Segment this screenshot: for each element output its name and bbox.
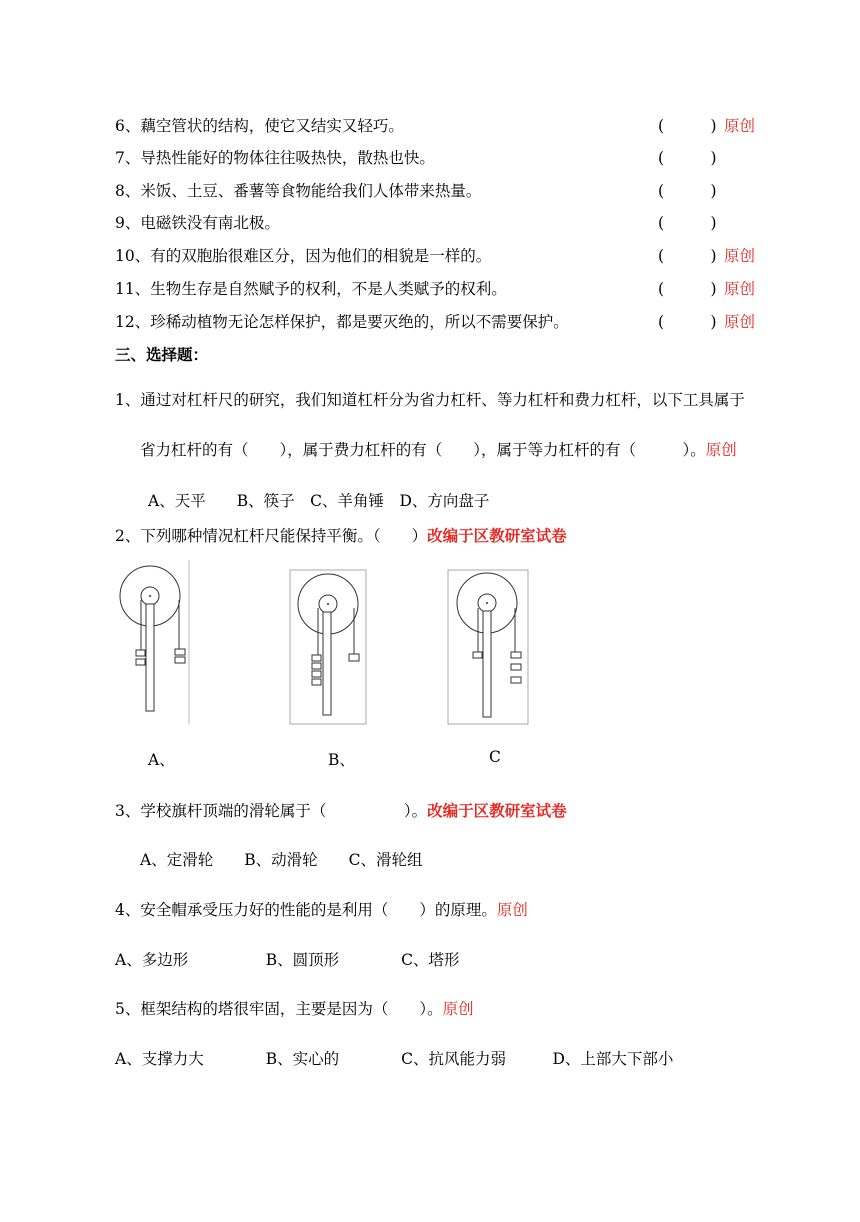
lever-figure-a[interactable] (115, 560, 195, 730)
source-tag-10: 原创 (724, 247, 756, 265)
judge-item-8: 8、米饭、土豆、番薯等食物能给我们人体带来热量。 (115, 182, 482, 200)
answer-paren-11[interactable]: ( ) (658, 280, 717, 298)
q1-line2 (140, 438, 737, 460)
q3-options: A、定滑轮 B、动滑轮 C、滑轮组 (140, 851, 423, 869)
q2-text: 2、下列哪种情况杠杆尺能保持平衡。（ ） (115, 527, 428, 545)
q3-text: 3、学校旗杆顶端的滑轮属于（ ）。 (115, 802, 428, 820)
q3-source-tag: 改编于区教研室试卷 (427, 801, 567, 820)
q4-source-tag: 原创 (496, 901, 528, 919)
source-tag-11: 原创 (724, 280, 756, 298)
figure-a-caption: A、 (148, 751, 175, 769)
section-title: 三、选择题： (115, 345, 209, 364)
q3-question (115, 799, 567, 821)
judge-item-11: 11、生物生存是自然赋予的权利，不是人类赋予的权利。 (115, 280, 507, 298)
q4-options: A、多边形 B、圆顶形 C、塔形 (115, 951, 460, 969)
lever-figure-c[interactable] (447, 568, 531, 728)
lever-figure-b[interactable] (288, 568, 368, 728)
judge-item-10: 10、有的双胞胎很难区分，因为他们的相貌是一样的。 (115, 247, 492, 265)
source-tag-12: 原创 (724, 313, 756, 331)
answer-paren-6[interactable]: ( ) (658, 117, 717, 135)
answer-paren-9[interactable]: ( ) (658, 214, 717, 232)
q4-text: 4、安全帽承受压力好的性能的是利用（ ）的原理。 (115, 901, 497, 919)
answer-paren-8[interactable]: ( ) (658, 182, 717, 200)
judge-item-12: 12、珍稀动植物无论怎样保护，都是要灭绝的，所以不需要保护。 (115, 313, 569, 331)
q5-text: 5、框架结构的塔很牢固，主要是因为（ ）。 (115, 1000, 443, 1018)
q4-question (115, 898, 528, 920)
q5-options: A、支撑力大 B、实心的 C、抗风能力弱 D、上部大下部小 (115, 1050, 674, 1068)
figure-c-caption: C (489, 748, 501, 766)
q1-source-tag: 原创 (705, 441, 737, 459)
q2-source-tag: 改编于区教研室试卷 (427, 526, 567, 545)
judge-item-9: 9、电磁铁没有南北极。 (115, 214, 280, 232)
q1-line1: 1、通过对杠杆尺的研究，我们知道杠杆分为省力杠杆、等力杠杆和费力杠杆，以下工具属于 (115, 391, 745, 409)
judge-item-7: 7、导热性能好的物体往往吸热快，散热也快。 (115, 149, 435, 167)
q1-options: A、天平 B、筷子 C、羊角锤 D、方向盘子 (148, 492, 490, 510)
q1-line2-text: 省力杠杆的有（ ），属于费力杠杆的有（ ），属于等力杠杆的有（ ）。 (140, 441, 706, 459)
q2-question (115, 524, 567, 546)
source-tag-6: 原创 (724, 117, 756, 135)
figure-b-caption: B、 (328, 751, 355, 769)
q5-source-tag: 原创 (442, 1000, 474, 1018)
answer-paren-10[interactable]: ( ) (658, 247, 717, 265)
q5-question (115, 997, 474, 1019)
answer-paren-12[interactable]: ( ) (658, 313, 717, 331)
answer-paren-7[interactable]: ( ) (658, 149, 717, 167)
judge-item-6: 6、藕空管状的结构，使它又结实又轻巧。 (115, 117, 404, 135)
